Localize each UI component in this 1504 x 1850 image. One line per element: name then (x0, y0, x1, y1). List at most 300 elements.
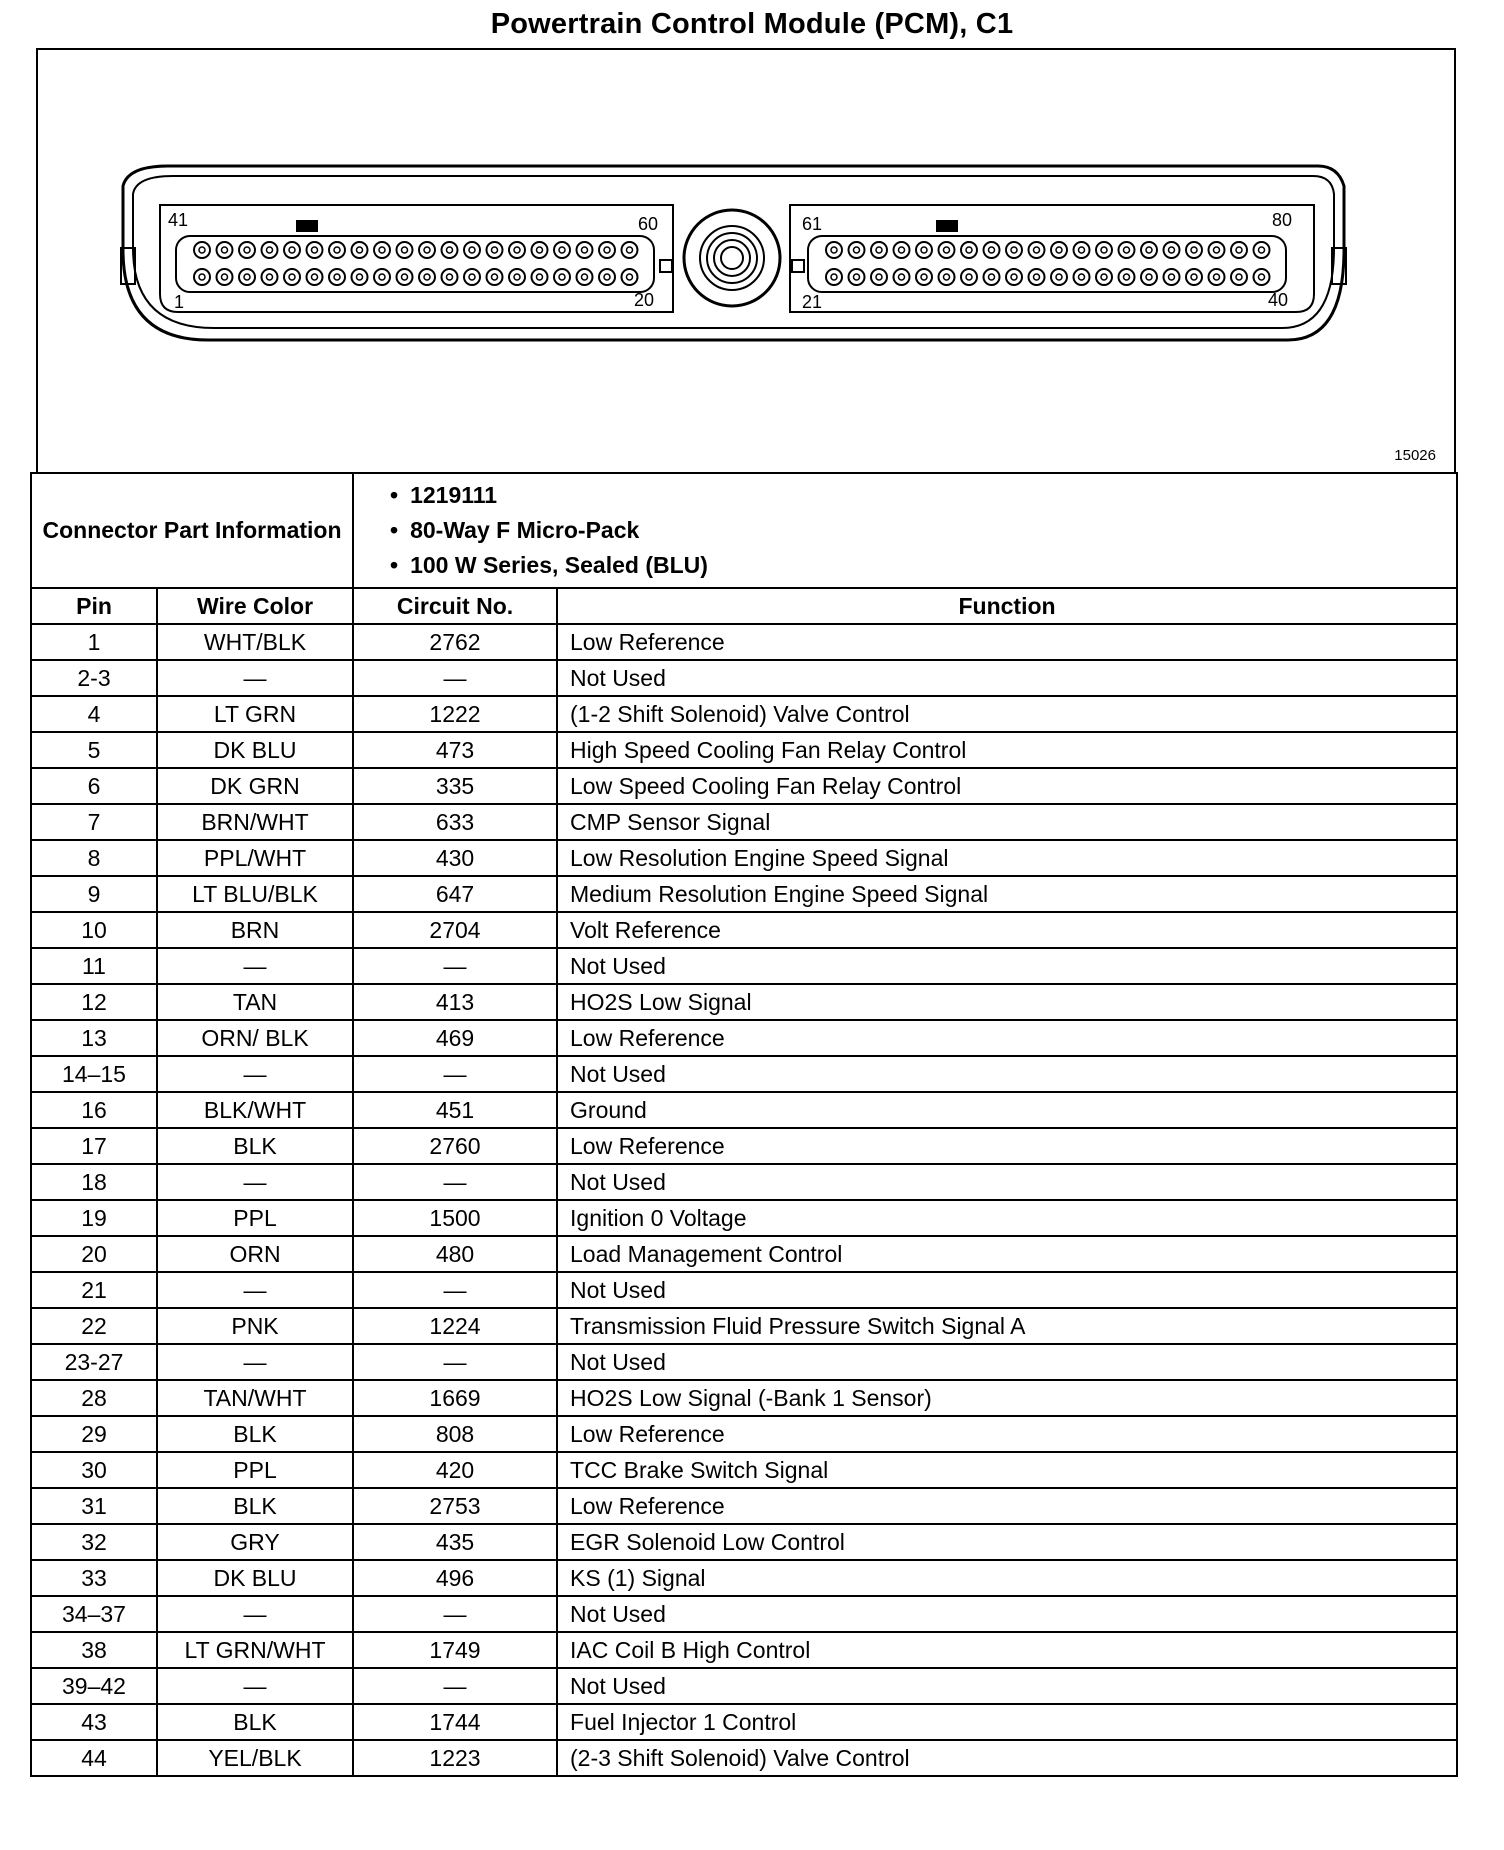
pin-cavity-center (559, 247, 565, 253)
circuit-cell: 633 (353, 804, 557, 840)
table-row (31, 840, 1457, 876)
pin-cavity (1029, 242, 1045, 258)
pin-cavity (1209, 269, 1225, 285)
pin-cavity-center (1169, 247, 1175, 253)
wire-color-cell: LT BLU/BLK (157, 876, 353, 912)
wire-color-cell: ORN/ BLK (157, 1020, 353, 1056)
wire-color-cell: DK BLU (157, 1560, 353, 1596)
circuit-cell: 1669 (353, 1380, 557, 1416)
pin-cavity-center (899, 247, 905, 253)
function-cell: Not Used (557, 660, 1457, 696)
pin-label-80: 80 (1272, 210, 1293, 230)
pin-cavity (307, 269, 323, 285)
wire-color-cell: — (157, 1164, 353, 1200)
pin-cavity-center (1191, 274, 1197, 280)
pin-cavity-center (1034, 274, 1040, 280)
pin-cavities (194, 242, 1270, 285)
pin-cavity (1186, 242, 1202, 258)
pin-cavity-center (312, 274, 318, 280)
table-row (31, 1632, 1457, 1668)
wire-color-cell: YEL/BLK (157, 1740, 353, 1776)
pin-cavity-center (289, 274, 295, 280)
pin-cavity-center (1056, 247, 1062, 253)
pin-cavity (532, 242, 548, 258)
pin-cell: 10 (31, 912, 157, 948)
table-row (31, 1740, 1457, 1776)
pin-cavity-center (537, 247, 543, 253)
table-row (31, 1560, 1457, 1596)
connector-face-drawing (38, 50, 1458, 474)
table-row (31, 624, 1457, 660)
pin-cavity (442, 242, 458, 258)
function-cell: HO2S Low Signal (557, 984, 1457, 1020)
wire-color-cell: TAN (157, 984, 353, 1020)
header-pin: Pin (31, 588, 157, 624)
function-cell: Low Speed Cooling Fan Relay Control (557, 768, 1457, 804)
circuit-cell: — (353, 1272, 557, 1308)
pin-cavity (307, 242, 323, 258)
pin-cavity-center (424, 274, 430, 280)
header-row (31, 588, 1457, 624)
wire-color-cell: LT GRN/WHT (157, 1632, 353, 1668)
pin-cell: 17 (31, 1128, 157, 1164)
wire-color-cell: GRY (157, 1524, 353, 1560)
wire-color-cell: PPL (157, 1452, 353, 1488)
circuit-cell: — (353, 948, 557, 984)
pin-cell: 11 (31, 948, 157, 984)
pin-cavity (1051, 269, 1067, 285)
pin-cavity (961, 269, 977, 285)
circuit-cell: 1224 (353, 1308, 557, 1344)
circuit-cell: 335 (353, 768, 557, 804)
pin-cavity-center (1124, 247, 1130, 253)
circuit-cell: 420 (353, 1452, 557, 1488)
pin-cavity-center (1236, 274, 1242, 280)
circuit-cell: — (353, 1596, 557, 1632)
pin-cavity (1051, 242, 1067, 258)
table-row (31, 1020, 1457, 1056)
function-cell: KS (1) Signal (557, 1560, 1457, 1596)
pin-cell: 20 (31, 1236, 157, 1272)
pin-cavity-center (582, 274, 588, 280)
wire-color-cell: — (157, 1344, 353, 1380)
pin-cavity (916, 269, 932, 285)
pin-cavity-center (1011, 247, 1017, 253)
part-info-list (354, 474, 1456, 587)
table-row (31, 1272, 1457, 1308)
pin-cavity (194, 242, 210, 258)
pin-cavity (577, 242, 593, 258)
pin-cell: 30 (31, 1452, 157, 1488)
table-row (31, 1452, 1457, 1488)
table-row (31, 1524, 1457, 1560)
pin-cavity (1231, 269, 1247, 285)
part-info-row (31, 473, 1457, 588)
circuit-cell: 473 (353, 732, 557, 768)
pin-cavity (1254, 242, 1270, 258)
pin-cell: 4 (31, 696, 157, 732)
pin-cavity (849, 269, 865, 285)
pin-cavity-center (876, 274, 882, 280)
pin-cell: 18 (31, 1164, 157, 1200)
pin-cavity (1141, 242, 1157, 258)
pin-cavity-center (989, 274, 995, 280)
part-type: • 80-Way F Micro-Pack (390, 513, 1456, 548)
pin-cavity (1164, 269, 1180, 285)
pin-cavity (284, 269, 300, 285)
pin-cavity (1141, 269, 1157, 285)
figure-id: 15026 (1394, 447, 1436, 464)
pin-cavity (374, 242, 390, 258)
pin-cavity (1096, 242, 1112, 258)
pin-cavity (1029, 269, 1045, 285)
pin-cell: 39–42 (31, 1668, 157, 1704)
table-row (31, 1488, 1457, 1524)
pin-cavity-center (267, 247, 273, 253)
wire-color-cell: WHT/BLK (157, 624, 353, 660)
table-row (31, 804, 1457, 840)
pin-cavity-center (831, 247, 837, 253)
pin-cavity-center (1191, 247, 1197, 253)
pin-cavity (532, 269, 548, 285)
pin-cavity (442, 269, 458, 285)
function-cell: HO2S Low Signal (-Bank 1 Sensor) (557, 1380, 1457, 1416)
pin-cavity (487, 242, 503, 258)
pin-cavity-center (1214, 247, 1220, 253)
pin-cavity (194, 269, 210, 285)
function-cell: Low Reference (557, 1020, 1457, 1056)
pin-cell: 29 (31, 1416, 157, 1452)
pin-cavity (1096, 269, 1112, 285)
pinout-table (30, 472, 1458, 1777)
wire-color-cell: BLK (157, 1488, 353, 1524)
pin-cavity (577, 269, 593, 285)
pin-cavity (554, 269, 570, 285)
pin-cavity-center (1259, 274, 1265, 280)
function-cell: Load Management Control (557, 1236, 1457, 1272)
pin-cavity-center (1079, 274, 1085, 280)
pin-cavity (487, 269, 503, 285)
table-row (31, 1056, 1457, 1092)
wire-color-cell: — (157, 660, 353, 696)
pin-cell: 9 (31, 876, 157, 912)
pin-cavity (284, 242, 300, 258)
pin-cavity (419, 269, 435, 285)
pin-cavity (1006, 269, 1022, 285)
pin-cavity (1074, 269, 1090, 285)
circuit-cell: — (353, 1056, 557, 1092)
table-row (31, 696, 1457, 732)
pin-cavity (939, 242, 955, 258)
part-series: • 100 W Series, Sealed (BLU) (390, 548, 1456, 583)
function-cell: Transmission Fluid Pressure Switch Signal A (557, 1308, 1457, 1344)
table-row (31, 948, 1457, 984)
pin-cavity-center (1079, 247, 1085, 253)
function-cell: (2-3 Shift Solenoid) Valve Control (557, 1740, 1457, 1776)
pin-cavity (599, 242, 615, 258)
pin-cavity (464, 269, 480, 285)
pin-cavity (464, 242, 480, 258)
circuit-cell: — (353, 1668, 557, 1704)
circuit-cell: 647 (353, 876, 557, 912)
pin-cavity (961, 242, 977, 258)
pin-cavity-center (334, 274, 340, 280)
part-info-cell (353, 473, 1457, 588)
pin-cavity (984, 242, 1000, 258)
pin-cavity (217, 242, 233, 258)
wire-color-cell: PPL (157, 1200, 353, 1236)
pin-cavity (419, 242, 435, 258)
pin-cell: 13 (31, 1020, 157, 1056)
pin-cavity-center (447, 247, 453, 253)
function-cell: Not Used (557, 1056, 1457, 1092)
circuit-cell: 1749 (353, 1632, 557, 1668)
wire-color-cell: BLK (157, 1704, 353, 1740)
pin-cavity-center (627, 274, 633, 280)
pin-cavity (329, 242, 345, 258)
pin-cavity (397, 269, 413, 285)
table-row (31, 1308, 1457, 1344)
pin-cavity (554, 242, 570, 258)
pin-cavity (1119, 242, 1135, 258)
pin-cavity-center (1146, 274, 1152, 280)
function-cell: Low Reference (557, 624, 1457, 660)
function-cell: TCC Brake Switch Signal (557, 1452, 1457, 1488)
pin-cavity-center (312, 247, 318, 253)
header-function: Function (557, 588, 1457, 624)
wire-color-cell: BLK (157, 1128, 353, 1164)
function-cell: Medium Resolution Engine Speed Signal (557, 876, 1457, 912)
pin-cavity-center (244, 247, 250, 253)
pin-cell: 2-3 (31, 660, 157, 696)
table-row (31, 1668, 1457, 1704)
pin-cavity-center (267, 274, 273, 280)
header-circuit: Circuit No. (353, 588, 557, 624)
wire-color-cell: DK BLU (157, 732, 353, 768)
pin-cavity-center (537, 274, 543, 280)
wire-color-cell: BLK/WHT (157, 1092, 353, 1128)
table-row (31, 984, 1457, 1020)
table-row (31, 660, 1457, 696)
wire-color-cell: LT GRN (157, 696, 353, 732)
wire-color-cell: PPL/WHT (157, 840, 353, 876)
function-cell: Ground (557, 1092, 1457, 1128)
function-cell: Low Reference (557, 1128, 1457, 1164)
wire-color-cell: PNK (157, 1308, 353, 1344)
pin-cavity-center (944, 274, 950, 280)
pin-cell: 33 (31, 1560, 157, 1596)
pin-cell: 21 (31, 1272, 157, 1308)
wire-color-cell: BRN (157, 912, 353, 948)
pin-cavity-center (604, 247, 610, 253)
pin-cavity-center (1011, 274, 1017, 280)
pin-cavity (871, 242, 887, 258)
pin-cavity-center (492, 274, 498, 280)
pin-cell: 1 (31, 624, 157, 660)
pin-label-41: 41 (168, 210, 189, 230)
table-row (31, 876, 1457, 912)
table-row (31, 1164, 1457, 1200)
pin-cell: 7 (31, 804, 157, 840)
wire-color-cell: TAN/WHT (157, 1380, 353, 1416)
pin-cavity (262, 242, 278, 258)
wire-color-cell: — (157, 1668, 353, 1704)
function-cell: Not Used (557, 1596, 1457, 1632)
pin-cavity-center (514, 274, 520, 280)
pin-cavity (1006, 242, 1022, 258)
pin-cavity (849, 242, 865, 258)
circuit-cell: 2704 (353, 912, 557, 948)
pin-cavity-center (379, 247, 385, 253)
header-wire-color: Wire Color (157, 588, 353, 624)
pin-cavity (826, 242, 842, 258)
table-row (31, 1236, 1457, 1272)
function-cell: Not Used (557, 1668, 1457, 1704)
pin-cavity (1074, 242, 1090, 258)
table-row (31, 1128, 1457, 1164)
wire-color-cell: BLK (157, 1416, 353, 1452)
pin-cavity-center (1124, 274, 1130, 280)
table-row (31, 1092, 1457, 1128)
pin-cavity (622, 269, 638, 285)
function-cell: Not Used (557, 948, 1457, 984)
function-cell: Fuel Injector 1 Control (557, 1704, 1457, 1740)
pin-cavity-center (402, 274, 408, 280)
pin-cavity-center (469, 247, 475, 253)
wire-color-cell: — (157, 948, 353, 984)
pin-cavity-center (604, 274, 610, 280)
pin-cell: 14–15 (31, 1056, 157, 1092)
pin-cavity (622, 242, 638, 258)
pin-cavity (262, 269, 278, 285)
function-cell: Volt Reference (557, 912, 1457, 948)
pin-cavity (352, 269, 368, 285)
table-row (31, 1380, 1457, 1416)
circuit-cell: 469 (353, 1020, 557, 1056)
pin-cavity-center (469, 274, 475, 280)
circuit-cell: 430 (353, 840, 557, 876)
pin-cell: 34–37 (31, 1596, 157, 1632)
pin-cell: 6 (31, 768, 157, 804)
pin-cavity-center (1101, 247, 1107, 253)
pin-cavity-center (222, 247, 228, 253)
circuit-cell: 1223 (353, 1740, 557, 1776)
pin-cavity-center (989, 247, 995, 253)
pin-cavity-center (921, 247, 927, 253)
pin-cavity (916, 242, 932, 258)
pin-cavity-center (854, 274, 860, 280)
pin-label-61: 61 (802, 214, 823, 234)
function-cell: EGR Solenoid Low Control (557, 1524, 1457, 1560)
pin-cavity-center (357, 274, 363, 280)
pin-cavity-center (447, 274, 453, 280)
pin-cavity (1186, 269, 1202, 285)
circuit-cell: 1500 (353, 1200, 557, 1236)
pin-cavity (352, 242, 368, 258)
circuit-cell: — (353, 1164, 557, 1200)
pin-cavity-center (966, 247, 972, 253)
circuit-cell: 435 (353, 1524, 557, 1560)
pin-cell: 28 (31, 1380, 157, 1416)
table-row (31, 1704, 1457, 1740)
wire-color-cell: ORN (157, 1236, 353, 1272)
wire-color-cell: — (157, 1056, 353, 1092)
pin-cell: 22 (31, 1308, 157, 1344)
pin-cavity (871, 269, 887, 285)
table-row (31, 1596, 1457, 1632)
circuit-cell: — (353, 1344, 557, 1380)
pin-cavity-center (424, 247, 430, 253)
pin-cavity (894, 242, 910, 258)
pin-label-21: 21 (802, 292, 823, 312)
pin-cavity-center (199, 247, 205, 253)
pin-cell: 44 (31, 1740, 157, 1776)
pin-cavity-center (514, 247, 520, 253)
function-cell: IAC Coil B High Control (557, 1632, 1457, 1668)
pin-cavity-center (876, 247, 882, 253)
pin-cavity (599, 269, 615, 285)
pin-cavity (826, 269, 842, 285)
function-cell: Ignition 0 Voltage (557, 1200, 1457, 1236)
pin-cell: 12 (31, 984, 157, 1020)
table-row (31, 768, 1457, 804)
pin-cavity-center (357, 247, 363, 253)
pin-cavity (509, 269, 525, 285)
pin-cavity (239, 269, 255, 285)
circuit-cell: 808 (353, 1416, 557, 1452)
pin-cell: 8 (31, 840, 157, 876)
pin-cavity-center (289, 247, 295, 253)
function-cell: (1-2 Shift Solenoid) Valve Control (557, 696, 1457, 732)
pin-cavity (509, 242, 525, 258)
pin-cell: 38 (31, 1632, 157, 1668)
pin-cavity (397, 242, 413, 258)
table-row (31, 1416, 1457, 1452)
pin-cavity (239, 242, 255, 258)
pin-cell: 23-27 (31, 1344, 157, 1380)
pin-cavity-center (199, 274, 205, 280)
part-info-label: Connector Part Information (31, 473, 353, 588)
pin-cavity-center (1146, 247, 1152, 253)
table-row (31, 732, 1457, 768)
part-number: • 1219111 (390, 478, 1456, 513)
wire-color-cell: — (157, 1272, 353, 1308)
wire-color-cell: BRN/WHT (157, 804, 353, 840)
pin-cavity-center (1101, 274, 1107, 280)
pin-cavity-center (966, 274, 972, 280)
pin-cavity-center (1259, 247, 1265, 253)
circuit-cell: 451 (353, 1092, 557, 1128)
pin-cavity-center (559, 274, 565, 280)
circuit-cell: 1222 (353, 696, 557, 732)
pin-cavity (217, 269, 233, 285)
pin-label-1: 1 (174, 292, 185, 312)
table-row (31, 912, 1457, 948)
pin-cell: 5 (31, 732, 157, 768)
function-cell: Low Reference (557, 1416, 1457, 1452)
pin-cavity-center (854, 247, 860, 253)
pin-cavity-center (1034, 247, 1040, 253)
pin-cavity-center (379, 274, 385, 280)
circuit-cell: 480 (353, 1236, 557, 1272)
pin-cavity (1231, 242, 1247, 258)
pin-cell: 16 (31, 1092, 157, 1128)
pin-cavity-center (1214, 274, 1220, 280)
circuit-cell: 2760 (353, 1128, 557, 1164)
pin-cavity-center (222, 274, 228, 280)
circuit-cell: 1744 (353, 1704, 557, 1740)
pin-cell: 43 (31, 1704, 157, 1740)
